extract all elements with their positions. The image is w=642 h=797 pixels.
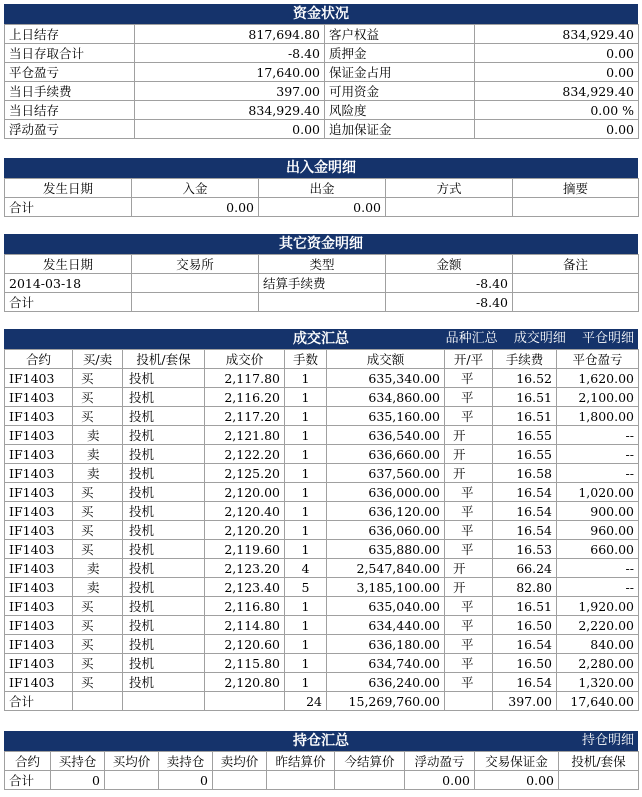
trade-pnl: --: [557, 445, 639, 464]
trade-row: [5, 597, 639, 616]
trade-pnl: 660.00: [557, 540, 639, 559]
trades-header: [4, 329, 638, 349]
inout-total-out: 0.00: [259, 198, 386, 217]
trade-amount: 636,540.00: [327, 426, 445, 445]
trade-fee: 16.58: [493, 464, 557, 483]
funds-value: 17,640.00: [135, 63, 325, 82]
trade-fee: 16.55: [493, 445, 557, 464]
trade-amount: 634,860.00: [327, 388, 445, 407]
trade-row: [5, 464, 639, 483]
trade-contract: IF1403: [5, 483, 73, 502]
funds-value: 397.00: [135, 82, 325, 101]
trade-row: [5, 483, 639, 502]
trade-price: 2,123.20: [205, 559, 285, 578]
trade-price: 2,116.20: [205, 388, 285, 407]
trade-amount: 636,180.00: [327, 635, 445, 654]
funds-row: [5, 25, 639, 44]
trade-fee: 16.54: [493, 635, 557, 654]
funds-value: 834,929.40: [135, 101, 325, 120]
trade-hedge: 投机: [123, 407, 205, 426]
trade-price: 2,120.80: [205, 673, 285, 692]
positions-total-float: 0.00: [405, 771, 475, 790]
other-total-amount: -8.40: [386, 293, 513, 312]
trade-hedge: 投机: [123, 502, 205, 521]
other-header: 备注: [513, 255, 639, 274]
trade-fee: 16.54: [493, 502, 557, 521]
inout-header-row: [5, 179, 639, 198]
trade-price: 2,121.80: [205, 426, 285, 445]
trade-side: 卖: [73, 445, 123, 464]
positions-section: [4, 731, 638, 790]
trade-amount: 636,120.00: [327, 502, 445, 521]
trade-pnl: 2,100.00: [557, 388, 639, 407]
trade-side: 买: [73, 502, 123, 521]
trade-row: [5, 426, 639, 445]
other-total-label: 合计: [5, 293, 132, 312]
trade-amount: 636,660.00: [327, 445, 445, 464]
trade-openclose: 平: [445, 616, 493, 635]
trade-row: [5, 540, 639, 559]
trades-total-side: [73, 692, 123, 711]
inout-section: [4, 158, 638, 217]
trade-amount: 2,547,840.00: [327, 559, 445, 578]
trade-openclose: 平: [445, 407, 493, 426]
inout-header: 入金: [132, 179, 259, 198]
trade-amount: 635,340.00: [327, 369, 445, 388]
funds-value: 817,694.80: [135, 25, 325, 44]
trades-total-openclose: [445, 692, 493, 711]
other-header: 类型: [259, 255, 386, 274]
trade-price: 2,120.40: [205, 502, 285, 521]
funds-value: 0.00 %: [475, 101, 639, 120]
inout-total-summary: [513, 198, 639, 217]
trade-openclose: 开: [445, 464, 493, 483]
trade-row: [5, 388, 639, 407]
funds-label: 当日存取合计: [5, 44, 135, 63]
other-note: [513, 274, 639, 293]
trades-header: 成交额: [327, 350, 445, 369]
trade-amount: 634,440.00: [327, 616, 445, 635]
trades-total-fee: 397.00: [493, 692, 557, 711]
trade-contract: IF1403: [5, 426, 73, 445]
funds-row: [5, 63, 639, 82]
trade-lots: 5: [285, 578, 327, 597]
trade-contract: IF1403: [5, 407, 73, 426]
positions-header: 浮动盈亏: [405, 752, 475, 771]
trade-pnl: 1,920.00: [557, 597, 639, 616]
trade-price: 2,120.00: [205, 483, 285, 502]
funds-value: 0.00: [475, 44, 639, 63]
link-close-detail[interactable]: 平仓明细: [581, 331, 634, 346]
trade-hedge: 投机: [123, 369, 205, 388]
trade-hedge: 投机: [123, 673, 205, 692]
positions-header: 买持仓: [51, 752, 105, 771]
trade-hedge: 投机: [123, 445, 205, 464]
trade-lots: 1: [285, 502, 327, 521]
trade-contract: IF1403: [5, 559, 73, 578]
trade-openclose: 平: [445, 597, 493, 616]
trade-row: [5, 559, 639, 578]
trade-side: 买: [73, 597, 123, 616]
trade-price: 2,123.40: [205, 578, 285, 597]
positions-header: 交易保证金: [475, 752, 559, 771]
trades-total-lots: 24: [285, 692, 327, 711]
trades-header: 成交价: [205, 350, 285, 369]
trade-openclose: 平: [445, 388, 493, 407]
trade-pnl: 900.00: [557, 502, 639, 521]
trade-fee: 16.50: [493, 654, 557, 673]
trade-price: 2,120.20: [205, 521, 285, 540]
positions-total-row: [5, 771, 639, 790]
positions-total-buy: 0: [51, 771, 105, 790]
funds-value: 834,929.40: [475, 82, 639, 101]
trade-price: 2,116.80: [205, 597, 285, 616]
trade-pnl: 1,620.00: [557, 369, 639, 388]
inout-total-row: [5, 198, 639, 217]
funds-row: [5, 44, 639, 63]
other-total-row: [5, 293, 639, 312]
trade-lots: 1: [285, 369, 327, 388]
trade-openclose: 平: [445, 654, 493, 673]
trade-openclose: 开: [445, 559, 493, 578]
trade-contract: IF1403: [5, 502, 73, 521]
other-row: [5, 274, 639, 293]
trade-row: [5, 616, 639, 635]
trade-price: 2,114.80: [205, 616, 285, 635]
trade-fee: 16.54: [493, 673, 557, 692]
trade-pnl: --: [557, 426, 639, 445]
other-total-note: [513, 293, 639, 312]
funds-label: 风险度: [325, 101, 475, 120]
positions-header: 卖均价: [213, 752, 267, 771]
trade-fee: 16.51: [493, 407, 557, 426]
trade-pnl: 960.00: [557, 521, 639, 540]
trades-header: 开/平: [445, 350, 493, 369]
trade-contract: IF1403: [5, 521, 73, 540]
other-type: 结算手续费: [259, 274, 386, 293]
trade-side: 买: [73, 673, 123, 692]
funds-value: 0.00: [475, 120, 639, 139]
trade-hedge: 投机: [123, 483, 205, 502]
funds-label: 上日结存: [5, 25, 135, 44]
trade-hedge: 投机: [123, 597, 205, 616]
trade-side: 买: [73, 635, 123, 654]
positions-header: 昨结算价: [267, 752, 335, 771]
trade-price: 2,122.20: [205, 445, 285, 464]
trade-row: [5, 369, 639, 388]
trade-openclose: 开: [445, 426, 493, 445]
trade-contract: IF1403: [5, 369, 73, 388]
trade-fee: 16.51: [493, 388, 557, 407]
funds-label: 客户权益: [325, 25, 475, 44]
trade-amount: 636,060.00: [327, 521, 445, 540]
trade-fee: 16.55: [493, 426, 557, 445]
trade-openclose: 开: [445, 578, 493, 597]
trade-side: 买: [73, 388, 123, 407]
positions-header: [4, 731, 638, 751]
other-exchange: [132, 274, 259, 293]
trade-contract: IF1403: [5, 445, 73, 464]
trade-hedge: 投机: [123, 426, 205, 445]
trade-hedge: 投机: [123, 559, 205, 578]
trade-openclose: 平: [445, 502, 493, 521]
funds-section: [4, 4, 638, 139]
trade-amount: 3,185,100.00: [327, 578, 445, 597]
trade-amount: 635,040.00: [327, 597, 445, 616]
trade-lots: 4: [285, 559, 327, 578]
trade-pnl: 2,220.00: [557, 616, 639, 635]
trades-total-row: [5, 692, 639, 711]
trade-lots: 1: [285, 654, 327, 673]
trade-lots: 1: [285, 483, 327, 502]
trades-links: [434, 329, 634, 349]
positions-total-buy-avg: [105, 771, 159, 790]
trade-price: 2,120.60: [205, 635, 285, 654]
trade-openclose: 平: [445, 483, 493, 502]
trade-amount: 636,000.00: [327, 483, 445, 502]
funds-label: 当日手续费: [5, 82, 135, 101]
trade-hedge: 投机: [123, 521, 205, 540]
trades-section: [4, 329, 638, 711]
positions-total-hedge: [559, 771, 639, 790]
funds-label: 平仓盈亏: [5, 63, 135, 82]
trade-row: [5, 654, 639, 673]
trades-total-hedge: [123, 692, 205, 711]
trade-lots: 1: [285, 426, 327, 445]
inout-header: 出金: [259, 179, 386, 198]
funds-label: 浮动盈亏: [5, 120, 135, 139]
trade-side: 买: [73, 616, 123, 635]
trades-header-row: [5, 350, 639, 369]
funds-row: [5, 101, 639, 120]
other-header: 金额: [386, 255, 513, 274]
trade-side: 买: [73, 521, 123, 540]
trade-fee: 16.52: [493, 369, 557, 388]
trade-contract: IF1403: [5, 464, 73, 483]
trade-amount: 637,560.00: [327, 464, 445, 483]
trade-side: 卖: [73, 559, 123, 578]
funds-value: 834,929.40: [475, 25, 639, 44]
other-header: 发生日期: [5, 255, 132, 274]
trade-contract: IF1403: [5, 673, 73, 692]
trade-amount: 635,880.00: [327, 540, 445, 559]
other-total-exchange: [132, 293, 259, 312]
trade-hedge: 投机: [123, 635, 205, 654]
trade-fee: 66.24: [493, 559, 557, 578]
trade-lots: 1: [285, 540, 327, 559]
trade-fee: 16.51: [493, 597, 557, 616]
funds-label: 追加保证金: [325, 120, 475, 139]
trade-fee: 16.50: [493, 616, 557, 635]
trade-pnl: 1,320.00: [557, 673, 639, 692]
positions-links: [570, 731, 634, 751]
trade-contract: IF1403: [5, 635, 73, 654]
trade-pnl: 840.00: [557, 635, 639, 654]
other-table: [4, 254, 639, 312]
inout-header: 发生日期: [5, 179, 132, 198]
trade-price: 2,117.20: [205, 407, 285, 426]
funds-value: 0.00: [475, 63, 639, 82]
trade-contract: IF1403: [5, 388, 73, 407]
trade-hedge: 投机: [123, 464, 205, 483]
other-amount: -8.40: [386, 274, 513, 293]
trades-header: 买/卖: [73, 350, 123, 369]
positions-total-sell-avg: [213, 771, 267, 790]
trade-side: 买: [73, 369, 123, 388]
trade-hedge: 投机: [123, 578, 205, 597]
inout-header: 摘要: [513, 179, 639, 198]
trade-pnl: --: [557, 464, 639, 483]
other-date: 2014-03-18: [5, 274, 132, 293]
trade-side: 卖: [73, 578, 123, 597]
trade-side: 卖: [73, 464, 123, 483]
trade-pnl: --: [557, 578, 639, 597]
other-total-type: [259, 293, 386, 312]
trades-total-pnl: 17,640.00: [557, 692, 639, 711]
trades-total-label: 合计: [5, 692, 73, 711]
trade-lots: 1: [285, 464, 327, 483]
trades-total-price: [205, 692, 285, 711]
link-variety-summary[interactable]: 品种汇总: [445, 331, 498, 346]
trade-openclose: 平: [445, 369, 493, 388]
trade-amount: 634,740.00: [327, 654, 445, 673]
trade-price: 2,125.20: [205, 464, 285, 483]
trade-price: 2,117.80: [205, 369, 285, 388]
funds-table: [4, 24, 639, 139]
inout-total-method: [386, 198, 513, 217]
trade-row: [5, 502, 639, 521]
positions-title: 持仓汇总: [293, 733, 349, 749]
trade-openclose: 平: [445, 673, 493, 692]
trade-lots: 1: [285, 521, 327, 540]
trade-lots: 1: [285, 388, 327, 407]
positions-total-settle: [335, 771, 405, 790]
positions-header: 买均价: [105, 752, 159, 771]
trade-lots: 1: [285, 445, 327, 464]
trade-fee: 82.80: [493, 578, 557, 597]
trade-side: 买: [73, 540, 123, 559]
link-position-detail[interactable]: 持仓明细: [581, 733, 634, 748]
other-header-row: [5, 255, 639, 274]
trade-pnl: --: [557, 559, 639, 578]
positions-total-label: 合计: [5, 771, 51, 790]
inout-table: [4, 178, 639, 217]
other-section: [4, 234, 638, 312]
trade-openclose: 平: [445, 521, 493, 540]
trade-side: 买: [73, 654, 123, 673]
trade-contract: IF1403: [5, 597, 73, 616]
positions-header: 今结算价: [335, 752, 405, 771]
trades-header: 手数: [285, 350, 327, 369]
positions-total-margin: 0.00: [475, 771, 559, 790]
trade-row: [5, 445, 639, 464]
positions-header: 合约: [5, 752, 51, 771]
trade-openclose: 平: [445, 540, 493, 559]
positions-header: 投机/套保: [559, 752, 639, 771]
funds-label: 可用资金: [325, 82, 475, 101]
trade-row: [5, 578, 639, 597]
other-header: 交易所: [132, 255, 259, 274]
trades-header: 平仓盈亏: [557, 350, 639, 369]
trade-hedge: 投机: [123, 654, 205, 673]
trade-hedge: 投机: [123, 540, 205, 559]
trade-lots: 1: [285, 635, 327, 654]
funds-row: [5, 120, 639, 139]
trade-price: 2,115.80: [205, 654, 285, 673]
trade-amount: 635,160.00: [327, 407, 445, 426]
trade-contract: IF1403: [5, 616, 73, 635]
trade-lots: 1: [285, 407, 327, 426]
trade-pnl: 1,020.00: [557, 483, 639, 502]
trade-row: [5, 407, 639, 426]
trade-lots: 1: [285, 673, 327, 692]
trade-row: [5, 673, 639, 692]
funds-label: 当日结存: [5, 101, 135, 120]
trade-fee: 16.54: [493, 483, 557, 502]
positions-table: [4, 751, 639, 790]
trade-pnl: 1,800.00: [557, 407, 639, 426]
trades-table: [4, 349, 639, 711]
funds-value: 0.00: [135, 120, 325, 139]
trade-price: 2,119.60: [205, 540, 285, 559]
trade-lots: 1: [285, 616, 327, 635]
trade-side: 买: [73, 483, 123, 502]
inout-title: 出入金明细: [4, 158, 638, 178]
funds-row: [5, 82, 639, 101]
positions-header: 卖持仓: [159, 752, 213, 771]
trade-lots: 1: [285, 597, 327, 616]
trade-side: 卖: [73, 426, 123, 445]
trade-row: [5, 521, 639, 540]
positions-total-prev-settle: [267, 771, 335, 790]
positions-header-row: [5, 752, 639, 771]
trade-row: [5, 635, 639, 654]
trade-hedge: 投机: [123, 616, 205, 635]
trades-header: 手续费: [493, 350, 557, 369]
trades-total-amount: 15,269,760.00: [327, 692, 445, 711]
trade-contract: IF1403: [5, 578, 73, 597]
link-trade-detail[interactable]: 成交明细: [513, 331, 566, 346]
inout-header: 方式: [386, 179, 513, 198]
trade-side: 买: [73, 407, 123, 426]
trade-openclose: 平: [445, 635, 493, 654]
funds-label: 质押金: [325, 44, 475, 63]
trade-fee: 16.54: [493, 521, 557, 540]
other-title: 其它资金明细: [4, 234, 638, 254]
trade-contract: IF1403: [5, 654, 73, 673]
trade-fee: 16.53: [493, 540, 557, 559]
trade-pnl: 2,280.00: [557, 654, 639, 673]
trades-header: 合约: [5, 350, 73, 369]
funds-value: -8.40: [135, 44, 325, 63]
funds-title: 资金状况: [4, 4, 638, 24]
trade-openclose: 开: [445, 445, 493, 464]
trade-hedge: 投机: [123, 388, 205, 407]
funds-label: 保证金占用: [325, 63, 475, 82]
trades-title: 成交汇总: [293, 331, 349, 347]
inout-total-in: 0.00: [132, 198, 259, 217]
inout-total-label: 合计: [5, 198, 132, 217]
positions-total-sell: 0: [159, 771, 213, 790]
trades-header: 投机/套保: [123, 350, 205, 369]
trade-amount: 636,240.00: [327, 673, 445, 692]
trade-contract: IF1403: [5, 540, 73, 559]
